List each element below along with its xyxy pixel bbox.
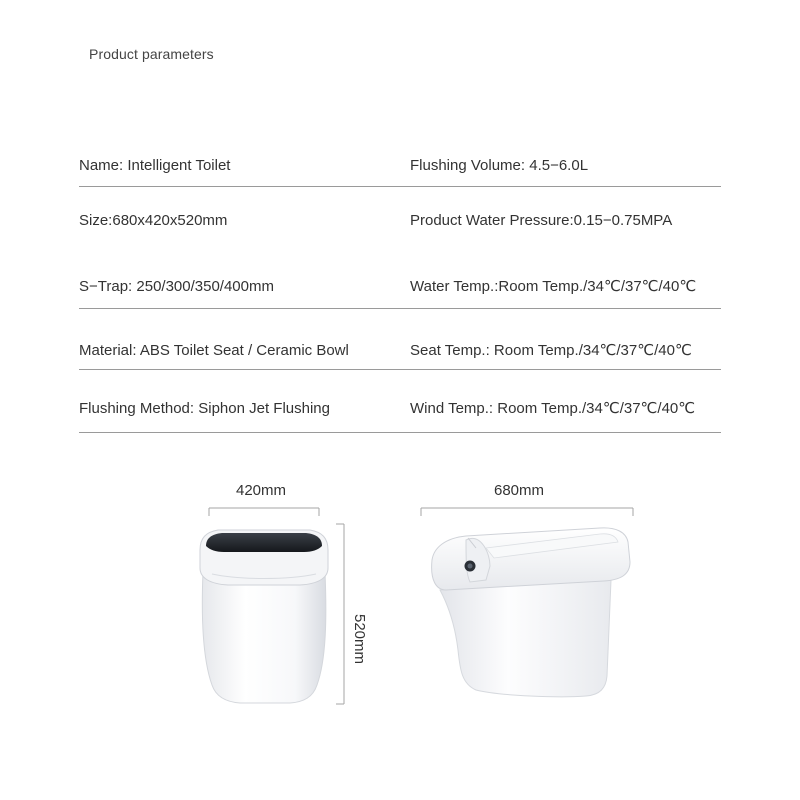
param-s-trap: S−Trap: 250/300/350/400mm [79,278,274,295]
param-material: Material: ABS Toilet Seat / Ceramic Bowl [79,342,349,359]
front-width-label: 420mm [236,482,287,499]
param-name: Name: Intelligent Toilet [79,157,231,174]
side-length-label: 680mm [494,482,545,499]
front-width-dimension-line [209,508,319,516]
param-size: Size:680x420x520mm [79,212,228,229]
section-heading: Product parameters [89,46,214,62]
param-flushing-volume: Flushing Volume: 4.5−6.0L [410,157,589,174]
param-water-temp: Water Temp.:Room Temp./34℃/37℃/40℃ [410,278,697,295]
param-water-pressure: Product Water Pressure:0.15−0.75MPA [410,212,673,229]
param-wind-temp: Wind Temp.: Room Temp./34℃/37℃/40℃ [410,400,696,417]
height-label: 520mm [351,614,368,665]
toilet-side-view [432,528,630,697]
height-dimension-line [336,524,344,704]
toilet-front-view [200,530,328,703]
side-length-dimension-line [421,508,633,516]
param-seat-temp: Seat Temp.: Room Temp./34℃/37℃/40℃ [410,342,692,359]
param-flushing-method: Flushing Method: Siphon Jet Flushing [79,400,330,417]
